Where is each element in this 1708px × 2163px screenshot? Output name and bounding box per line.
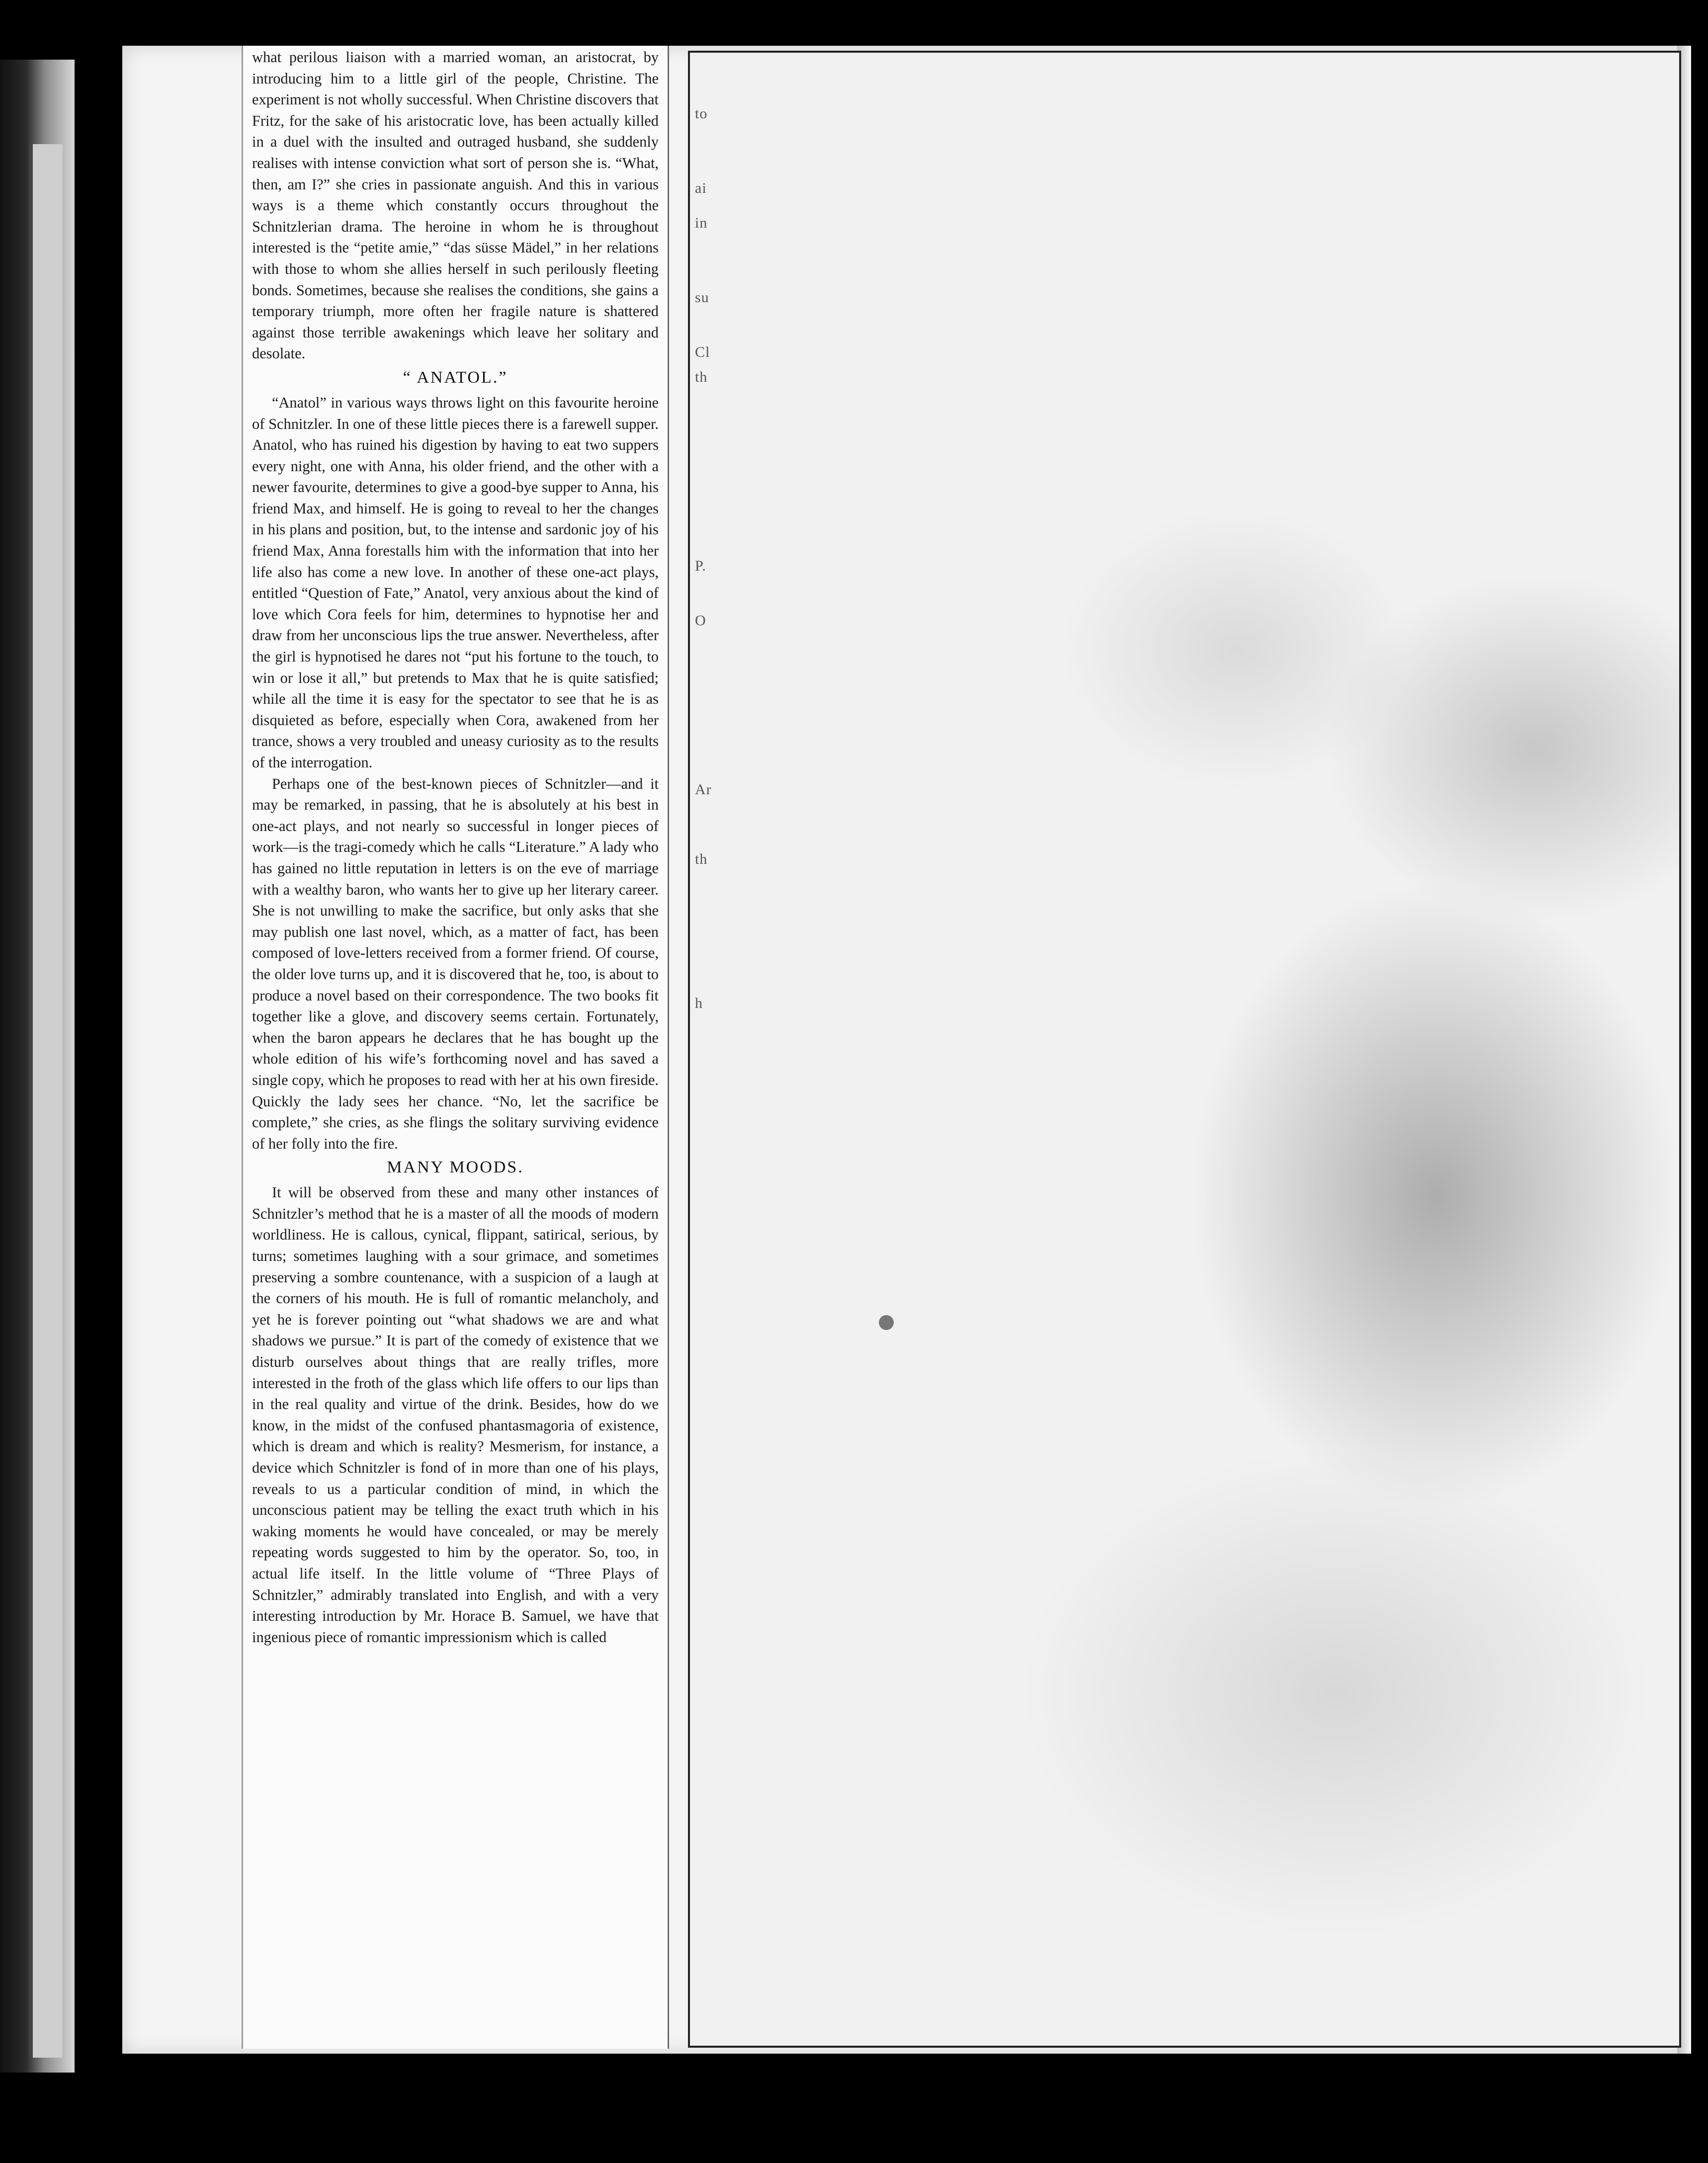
newspaper-clipping	[242, 46, 669, 2049]
fragment: to	[695, 105, 708, 122]
fragment: th	[695, 851, 708, 867]
section-heading-many-moods: MANY MOODS.	[387, 1158, 524, 1177]
fragment: in	[695, 215, 708, 231]
paper-stain	[879, 1315, 894, 1330]
fragment: th	[695, 369, 708, 385]
fragment: su	[695, 289, 709, 306]
section-heading-anatol: “ ANATOL.”	[403, 368, 508, 387]
article-paragraph: Perhaps one of the best-known pieces of Schnitzler—and it may be remarked, in passing, that he is absolutely at his best in one-act plays, and not nearly so successful in longer pieces of work—is the tragi-comedy which he calls “Literature.” A lady who has gained no little reputation in letters is on the eve of marriage with a wealthy baron, who wants her to give up her literary career. She is not unwilling to make the sacrifice, but only asks that she may publish one last novel, which, as a matter of fact, has been composed of love-letters received from a former friend. Of course, the older love turns up, and it is discovered that he, too, is about to produce a novel based on their correspondence. The two books fit together like a glove, and discovery seems certain. Fortunately, when the baron appears he declares that he has bought up the whole edition of his wife’s forthcoming novel and has saved a single copy, which he proposes to read with her at his own fireside. Quickly the lady sees her chance. “No, let the sacrifice be complete,” she cries, as she flings the solitary surviving evidence of her folly into the fire.	[252, 775, 659, 1152]
fragment: P.	[695, 558, 706, 574]
article-paragraph: what perilous liaison with a married woman, an aristocrat, by introducing him to a little girl of the people, Christine. The experiment is not wholly successful. When Christine discovers that Fritz, for the sake of his aristocratic love, has been actually killed in a duel with the insulted and outraged husband, she suddenly realises with intense conviction what sort of person she is. “What, then, am I?” she cries in passionate anguish. And this in various ways is a theme which constantly occurs throughout the Schnitzlerian drama. The heroine in whom he is throughout interested is the “petite amie,” “das süsse Mädel,” in her relations with those to whom she allies herself in such perilously fleeting bonds. Sometimes, because she realises the conditions, she gains a temporary triumph, more often her fragile nature is shattered against those terrible awakenings which leave her solitary and desolate.	[252, 49, 659, 362]
fragment: O	[695, 612, 706, 629]
article-paragraph: It will be observed from these and many other instances of Schnitzler’s method that he is a master of all the moods of modern worldliness. He is callous, cynical, flippant, satirical, serious, by turns; sometimes laughing with a sour grimace, and sometimes preserving a sombre countenance, with a suspicion of a laugh at the corners of his mouth. He is full of romantic melancholy, and yet he is forever pointing out “what shadows we are and what shadows we pursue.” It is part of the comedy of existence that we disturb ourselves about things that are really trifles, more interested in the froth of the glass which life offers to our lips than in the real quality and virtue of the drink. Besides, how do we know, in the midst of the confused phantasmagoria of existence, which is dream and which is reality? Mesmerism, for instance, a device which Schnitzler is fond of in more than one of his plays, reveals to us a particular condition of mind, in which the unconscious patient may be telling the exact truth which in his waking moments he would have concealed, or may be merely repeating words suggested to him by the operator. So, too, in actual life itself. In the little volume of “Three Plays of Schnitzler,” admirably translated into English, and with a very interesting introduction by Mr. Horace B. Samuel, we have that ingenious piece of romantic impressionism which is called	[252, 1184, 659, 1646]
fragment: ai	[695, 180, 707, 196]
adjacent-column-fragments	[689, 46, 724, 2039]
adjacent-page-edge	[0, 60, 75, 2073]
adjacent-page-strip	[30, 144, 63, 2058]
article-paragraph: “Anatol” in various ways throws light on this favourite heroine of Schnitzler. In one of these little pieces there is a farewell supper. Anatol, who has ruined his digestion by having to eat two suppers every night, one with Anna, his older friend, and the other with a newer favourite, determines to give a good-bye supper to Anna, his friend Max, and himself. He is going to reveal to her the changes in his plans and position, but, to the intense and sardonic joy of his friend Max, Anna forestalls him with the information that into her life also has come a new love. In another of these one-act plays, entitled “Question of Fate,” Anatol, very anxious about the kind of love which Cora feels for him, determines to hypnotise her and draw from her unconscious lips the true answer. Nevertheless, after the girl is hypnotised he dares not “put his fortune to the touch, to win or lose it all,” but pretends to Max that he is quite satisfied; while all the time it is easy for the spectator to see that he is as disquieted as before, especially when Cora, awakened from her trance, shows a very troubled and uneasy curiosity as to the results of the interrogation.	[252, 394, 659, 771]
mounting-paper-panel	[688, 51, 1681, 2048]
fragment: h	[695, 995, 703, 1011]
fragment: Ar	[695, 781, 712, 798]
fragment: Cl	[695, 344, 710, 360]
scrapbook-page	[122, 46, 1691, 2054]
